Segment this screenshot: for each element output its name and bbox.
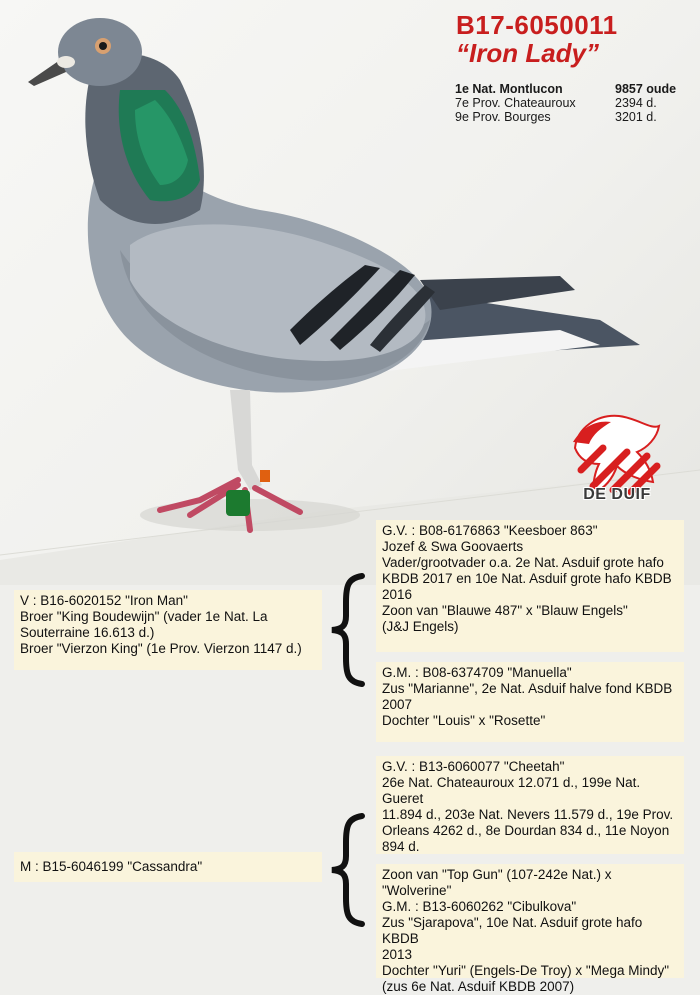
pedigree-line: Zus "Sjarapova", 10e Nat. Asduif grote hafo KBDB bbox=[382, 915, 643, 946]
result-place: 9e Prov. Bourges bbox=[455, 110, 551, 124]
pedigree-line: M : B15-6046199 "Cassandra" bbox=[20, 859, 203, 874]
pedigree-line: Orleans 4262 d., 8e Dourdan 834 d., 11e Noyon bbox=[382, 823, 670, 838]
result-row bbox=[455, 96, 695, 110]
result-row bbox=[455, 82, 695, 96]
mother-brace bbox=[326, 812, 370, 928]
pedigree-line: Broer "King Boudewijn" (vader 1e Nat. La bbox=[20, 609, 268, 624]
pedigree-line: 2016 bbox=[382, 587, 413, 602]
result-distance: 9857 oude bbox=[615, 82, 677, 96]
father-box bbox=[14, 590, 322, 670]
pedigree-line: KBDB 2017 en 10e Nat. Asduif grote hafo KBDB bbox=[382, 571, 672, 586]
pedigree-line: Zoon van "Blauwe 487" x "Blauw Engels" bbox=[382, 603, 628, 618]
pedigree-line: 2007 bbox=[382, 697, 413, 712]
father-brace bbox=[326, 572, 370, 688]
pedigree-line: 11.894 d., 203e Nat. Nevers 11.579 d., 19e Prov. bbox=[382, 807, 674, 822]
pedigree-line: G.V. : B08-6176863 "Keesboer 863" bbox=[382, 523, 598, 538]
pedigree-line: Zus "Marianne", 2e Nat. Asduif halve fond KBDB bbox=[382, 681, 673, 696]
pedigree-line: 894 d. bbox=[382, 839, 420, 854]
mother-box bbox=[14, 852, 322, 882]
grandmother-maternal-box bbox=[376, 864, 684, 994]
results-list bbox=[455, 82, 695, 124]
pedigree-line: V : B16-6020152 "Iron Man" bbox=[20, 593, 188, 608]
pedigree-line: Zoon van "Top Gun" (107-242e Nat.) x "Wolverine" bbox=[382, 867, 612, 898]
result-place: 7e Prov. Chateauroux bbox=[455, 96, 576, 110]
pedigree-line: Dochter "Louis" x "Rosette" bbox=[382, 713, 546, 728]
result-place: 1e Nat. Montlucon bbox=[455, 82, 563, 96]
pedigree-line: Jozef & Swa Goovaerts bbox=[382, 539, 524, 554]
grandmother-paternal-box bbox=[376, 662, 684, 742]
result-distance: 3201 d. bbox=[615, 110, 657, 124]
pedigree-line: (J&J Engels) bbox=[382, 619, 459, 634]
pedigree-line: Broer "Vierzon King" (1e Prov. Vierzon 1147 d.) bbox=[20, 641, 302, 656]
pedigree-line: Dochter "Yuri" (Engels-De Troy) x "Mega Mindy" bbox=[382, 963, 670, 978]
pedigree-line: 26e Nat. Chateauroux 12.071 d., 199e Nat. Gueret bbox=[382, 775, 641, 806]
result-distance: 2394 d. bbox=[615, 96, 657, 110]
pedigree-line: (zus 6e Nat. Asduif KBDB 2007) bbox=[382, 979, 575, 994]
grandfather-maternal-box bbox=[376, 756, 684, 854]
grandfather-paternal-box bbox=[376, 520, 684, 652]
result-row bbox=[455, 110, 695, 124]
pedigree-line: 2013 bbox=[382, 947, 413, 962]
logo-text: DE DUIF bbox=[583, 486, 651, 503]
pedigree-line: Souterraine 16.613 d.) bbox=[20, 625, 155, 640]
bird-name: “Iron Lady” bbox=[456, 38, 600, 68]
pedigree-line: G.M. : B08-6374709 "Manuella" bbox=[382, 665, 572, 680]
pedigree-line: G.M. : B13-6060262 "Cibulkova" bbox=[382, 899, 577, 914]
pedigree-line: G.V. : B13-6060077 "Cheetah" bbox=[382, 759, 565, 774]
pedigree-line: Vader/grootvader o.a. 2e Nat. Asduif grote hafo bbox=[382, 555, 664, 570]
ring-number: B17-6050011 bbox=[456, 10, 618, 40]
